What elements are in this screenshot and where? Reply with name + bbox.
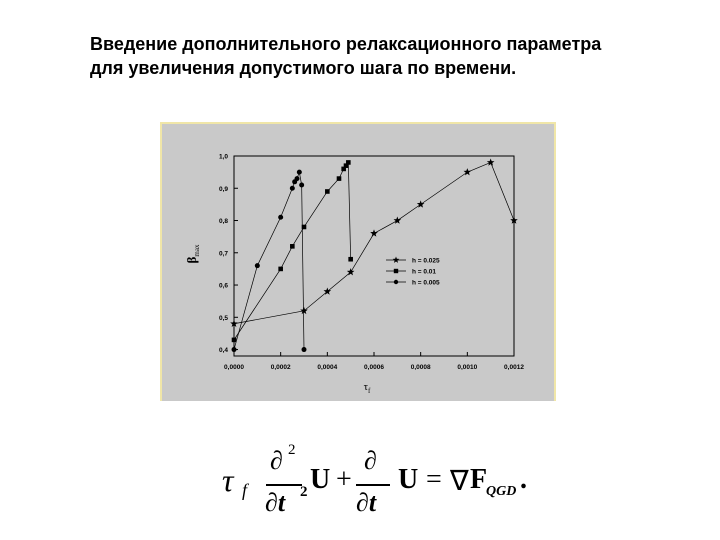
x-tick-label-6: 0,0012	[504, 364, 524, 371]
series-1-point-9	[348, 257, 353, 262]
series-0-point-4	[370, 229, 378, 236]
eq-plus: +	[336, 464, 352, 495]
eq-equals: =	[426, 464, 442, 495]
x-tick-label-5: 0,0010	[457, 364, 478, 371]
title-line-2: для увеличения допустимого шага по времени.	[90, 58, 517, 78]
series-2-line	[234, 172, 304, 349]
series-2-point-0	[232, 347, 237, 352]
y-tick-label-2: 0,6	[218, 282, 228, 290]
x-tick-label-1: 0,0002	[270, 364, 291, 371]
legend-label-1: h = 0.01	[412, 268, 437, 276]
y-tick-label-4: 0,8	[218, 218, 228, 226]
series-1-point-8	[346, 160, 351, 165]
series-2-point-3	[290, 186, 295, 191]
series-2-point-6	[297, 170, 302, 175]
chart-svg	[162, 124, 554, 401]
y-axis-label: $\beta_{max}$	[184, 244, 201, 264]
legend-marker-0	[393, 257, 400, 263]
series-1-point-4	[325, 189, 330, 194]
eq-tau-sub: f	[242, 480, 248, 500]
series-2-point-1	[255, 263, 260, 268]
series-2-point-8	[302, 347, 307, 352]
y-tick-label-5: 0,9	[218, 185, 228, 193]
x-tick-label-2: 0,0004	[317, 364, 338, 371]
title-line-1: Введение дополнительного релаксационного параметра	[90, 34, 602, 54]
eq-u2: U	[398, 464, 419, 495]
eq-frac2-numerator: ∂	[364, 446, 377, 475]
legend-label-2: h = 0.005	[412, 279, 440, 287]
eq-u1: U	[310, 464, 331, 495]
y-tick-label-6: 1,0	[218, 153, 228, 161]
eq-frac1-sup: 2	[288, 442, 296, 458]
series-0-point-1	[300, 307, 308, 314]
series-1-point-2	[290, 244, 295, 249]
x-tick-label-4: 0,0008	[410, 364, 431, 371]
x-tick-label-3: 0,0006	[364, 364, 384, 371]
y-tick-label-0: 0,4	[218, 347, 228, 355]
y-tick-label-1: 0,5	[218, 314, 228, 322]
series-2-point-2	[278, 215, 283, 220]
series-0-point-5	[394, 217, 402, 224]
eq-frac1-numerator: ∂	[270, 446, 283, 475]
series-1-point-1	[278, 267, 283, 272]
series-2-point-7	[299, 183, 304, 188]
legend-label-0: h = 0.025	[412, 257, 440, 265]
legend-marker-2	[394, 280, 398, 284]
eq-frac1-bar	[266, 484, 302, 486]
x-tick-label-0: 0,0000	[224, 364, 244, 371]
plot-frame	[234, 156, 514, 356]
eq-f-sub: QGD	[486, 484, 517, 499]
eq-frac1-denominator: ∂t	[265, 488, 286, 517]
eq-f: F	[470, 464, 488, 495]
eq-tau: τ	[222, 462, 234, 498]
series-1-point-5	[337, 176, 342, 181]
eq-nabla: ∇	[450, 466, 469, 497]
series-2-point-5	[295, 176, 300, 181]
eq-frac1-denominator-sup: 2	[300, 484, 308, 500]
legend-marker-1	[394, 269, 398, 273]
equation	[222, 440, 542, 530]
series-1-point-0	[232, 338, 237, 343]
y-tick-label-3: 0,7	[218, 250, 228, 258]
x-axis-label: $\tau_f$	[363, 381, 371, 395]
eq-frac2-bar	[356, 484, 390, 486]
eq-frac2-denominator: ∂t	[356, 488, 377, 517]
eq-dot: .	[520, 464, 527, 495]
chart-figure	[160, 122, 556, 401]
series-0-line	[234, 162, 514, 323]
slide-title	[90, 32, 690, 80]
series-0-point-8	[487, 158, 495, 165]
